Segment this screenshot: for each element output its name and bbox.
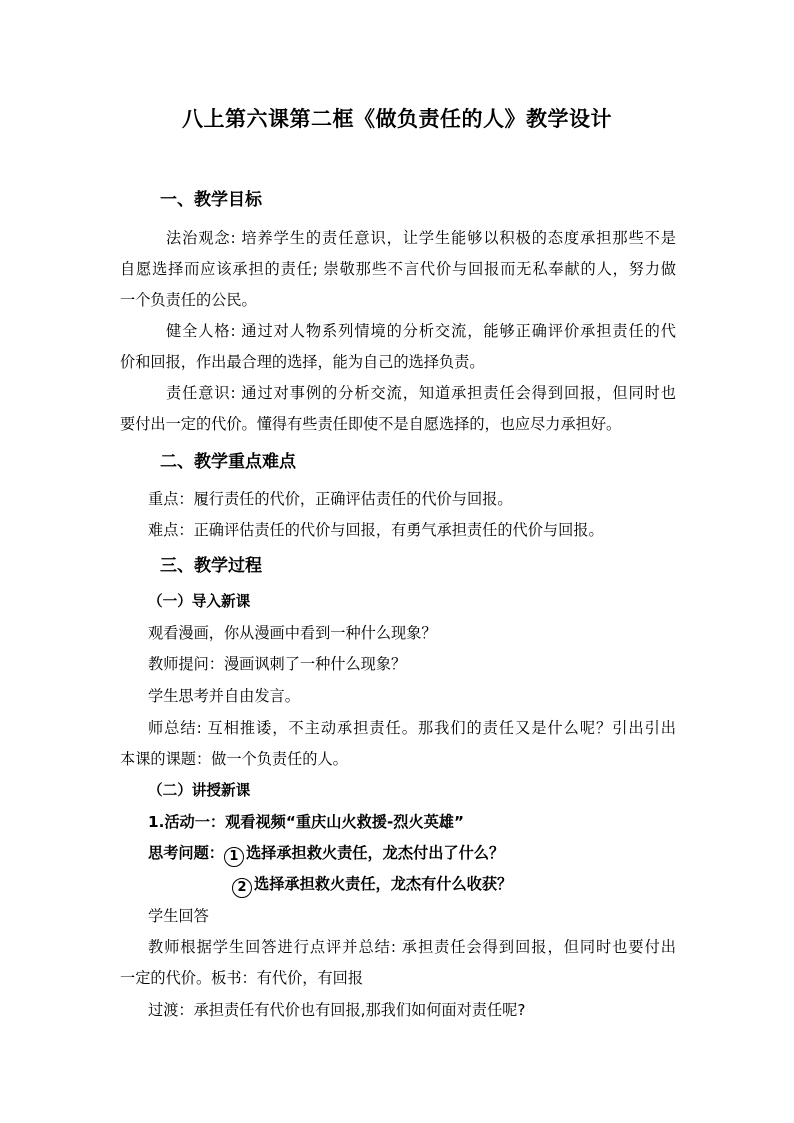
objective-personality-line-1: 健全人格: 通过对人物系列情境的分析交流，能够正确评价承担责任的代 [166, 322, 676, 340]
question-2-text: 选择承担救火责任，龙杰有什么收获？ [254, 875, 513, 893]
objective-personality-line-2: 价和回报，作出最合理的选择，能为自己的选择负责。 [120, 353, 485, 371]
think-question-1 [148, 843, 704, 867]
subsection-heading-new-lesson: （二）讲授新课 [148, 782, 251, 799]
question-1-text: 选择承担救火责任，龙杰付出了什么？ [245, 844, 505, 862]
summary-line-1: 师总结: 互相推诿，不主动承担责任。那我们的责任又是什么呢？引出引出 [148, 719, 676, 737]
transition-line: 过渡：承担责任有代价也有回报,那我们如何面对责任呢? [148, 1001, 526, 1019]
objective-law-line-2: 自愿选择而应该承担的责任; 崇敬那些不言代价与回报而无私奉献的人，努力做 [120, 260, 676, 278]
difficult-point: 难点：正确评估责任的代价与回报，有勇气承担责任的代价与回报。 [148, 521, 604, 539]
key-point: 重点：履行责任的代价，正确评估责任的代价与回报。 [148, 490, 513, 508]
objective-law-line-1: 法治观念: 培养学生的责任意识，让学生能够以积极的态度承担那些不是 [166, 229, 676, 247]
section-heading-process: 三、教学过程 [160, 556, 262, 576]
subsection-heading-intro: （一）导入新课 [148, 593, 251, 610]
intro-line-3: 学生思考并自由发言。 [148, 687, 300, 705]
student-answer: 学生回答 [148, 907, 209, 925]
activity-one: 1.活动一：观看视频“重庆山火救援-烈火英雄” [148, 813, 464, 831]
think-question-2 [232, 874, 788, 898]
teacher-summary-line-2: 一定的代价。板书：有代价，有回报 [120, 969, 363, 987]
objective-law-line-3: 一个负责任的公民。 [120, 291, 257, 309]
circled-number-2: 2 [232, 878, 252, 898]
summary-line-2: 本课的课题：做一个负责任的人。 [120, 750, 348, 768]
intro-line-2: 教师提问：漫画讽刺了一种什么现象？ [148, 655, 407, 673]
section-heading-objectives: 一、教学目标 [160, 190, 262, 210]
section-heading-key-points: 二、教学重点难点 [160, 452, 296, 472]
document-title: 八上第六课第二框《做负责任的人》教学设计 [182, 107, 612, 131]
objective-responsibility-line-1: 责任意识: 通过对事例的分析交流，知道承担责任会得到回报，但同时也 [166, 384, 676, 402]
teacher-summary-line-1: 教师根据学生回答进行点评并总结: 承担责任会得到回报，但同时也要付出 [148, 938, 676, 956]
objective-responsibility-line-2: 要付出一定的代价。懂得有些责任即使不是自愿选择的，也应尽力承担好。 [120, 415, 622, 433]
circled-number-1: 1 [224, 847, 244, 867]
intro-line-1: 观看漫画，你从漫画中看到一种什么现象？ [148, 624, 437, 642]
think-label: 思考问题： [148, 844, 224, 862]
